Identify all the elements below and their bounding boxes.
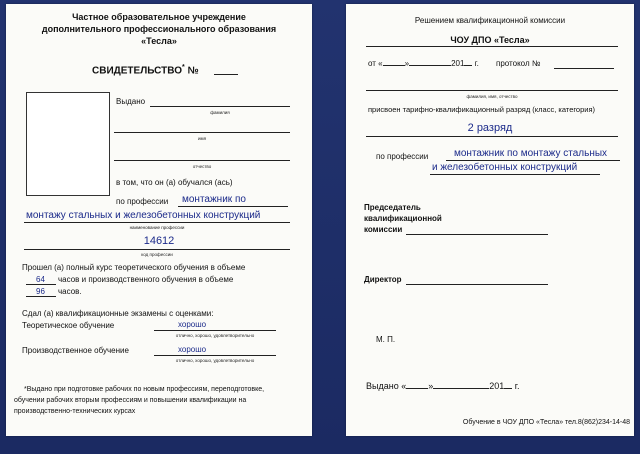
theory-grade-value: хорошо <box>178 320 207 329</box>
right-profession-value-1: монтажник по монтажу стальных <box>454 148 608 159</box>
practice-grade-value: хорошо <box>178 345 207 354</box>
theory-hours-suffix: часов и производственного обучения в объеме <box>58 275 234 284</box>
org-line-2: дополнительного профессионального образования <box>41 24 277 34</box>
chair-signature-line <box>406 234 548 235</box>
theory-grade-label: Теоретическое обучение <box>22 321 115 330</box>
photo-box <box>26 92 110 196</box>
fio-caption: фамилия, имя, отчество <box>466 94 518 99</box>
practice-grade-caption: отлично, хорошо, удовлетворительно <box>175 358 255 363</box>
fio-line <box>366 90 618 91</box>
practice-grade-label: Производственное обучение <box>22 346 129 355</box>
profession-code-value: 14612 <box>143 235 175 247</box>
profession-value-1: монтажник по <box>182 194 246 205</box>
left-page <box>6 4 312 436</box>
footer-contact: Обучение в ЧОУ ДПО «Тесла» тел.8(862)234-14-48 <box>462 419 630 426</box>
surname-caption: фамилия <box>210 110 230 115</box>
chair-label-3: комиссии <box>364 225 403 234</box>
theory-grade-caption: отлично, хорошо, удовлетворительно <box>175 333 255 338</box>
code-line <box>24 249 290 250</box>
practice-hours-suffix: часов. <box>58 287 82 296</box>
theory-grade-line <box>154 330 276 331</box>
footnote-line-1: *Выдано при подготовке рабочих по новым профессиям, переподготовке, <box>24 386 265 393</box>
right-profession-value-2: и железобетонных конструкций <box>432 162 578 173</box>
patronymic-line <box>114 160 290 161</box>
profession-line-1 <box>178 206 288 207</box>
profession-line-2 <box>24 222 290 223</box>
exams-line: Сдал (а) квалификационные экзамены с оценками: <box>22 309 214 318</box>
profession-caption: наименование профессии <box>129 225 185 230</box>
chair-label-1: Председатель <box>364 203 421 212</box>
issued-date: Выдано « » 201 г. <box>366 381 520 391</box>
right-page <box>346 4 634 436</box>
director-signature-line <box>406 284 548 285</box>
profession-value-2: монтажу стальных и железобетонных конструкций <box>26 210 261 221</box>
code-caption: код профессии <box>141 252 173 257</box>
name-caption: имя <box>197 136 207 141</box>
certificate-number-line <box>214 74 238 75</box>
commission-decision: Решением квалификационной комиссии <box>414 16 566 25</box>
issued-label: Выдано <box>116 97 146 106</box>
patronymic-caption: отчество <box>192 164 212 169</box>
footnote-line-3: производственно-технических курсах <box>14 408 136 415</box>
practice-hours-value: 96 <box>36 287 45 296</box>
theory-hours-line <box>26 284 56 285</box>
chair-label-2: квалификационной <box>364 214 442 223</box>
practice-hours-line <box>26 296 56 297</box>
stamp-label: М. П. <box>376 335 396 344</box>
org-line-1: Частное образовательное учреждение <box>72 12 246 22</box>
grade-line <box>366 136 618 137</box>
certificate-title: СВИДЕТЕЛЬСТВО* № <box>92 64 199 77</box>
right-profession-line-1 <box>446 160 620 161</box>
profession-label: по профессии <box>116 197 169 206</box>
surname-line <box>150 106 290 107</box>
director-label: Директор <box>364 275 402 284</box>
studied-label: в том, что он (а) обучался (ась) <box>116 178 233 187</box>
protocol-label: протокол № <box>496 59 541 68</box>
footnote-line-2: обучении рабочих вторым профессиям и повышении квалификации на <box>14 397 247 404</box>
protocol-number-line <box>554 68 614 69</box>
right-profession-label: по профессии <box>376 152 429 161</box>
organization-name: ЧОУ ДПО «Тесла» <box>450 35 530 45</box>
org-line-3: «Тесла» <box>141 36 177 46</box>
date-from: от « » 201 г. <box>368 59 479 68</box>
course-line: Прошел (а) полный курс теоретического обучения в объеме <box>22 263 246 272</box>
right-profession-line-2 <box>430 174 600 175</box>
organization-line <box>366 46 618 47</box>
practice-grade-line <box>154 355 276 356</box>
awarded-line: присвоен тарифно-квалификационный разряд (класс, категория) <box>368 105 596 114</box>
theory-hours-value: 64 <box>36 275 45 284</box>
name-line <box>114 132 290 133</box>
grade-value: 2 разряд <box>467 122 513 134</box>
